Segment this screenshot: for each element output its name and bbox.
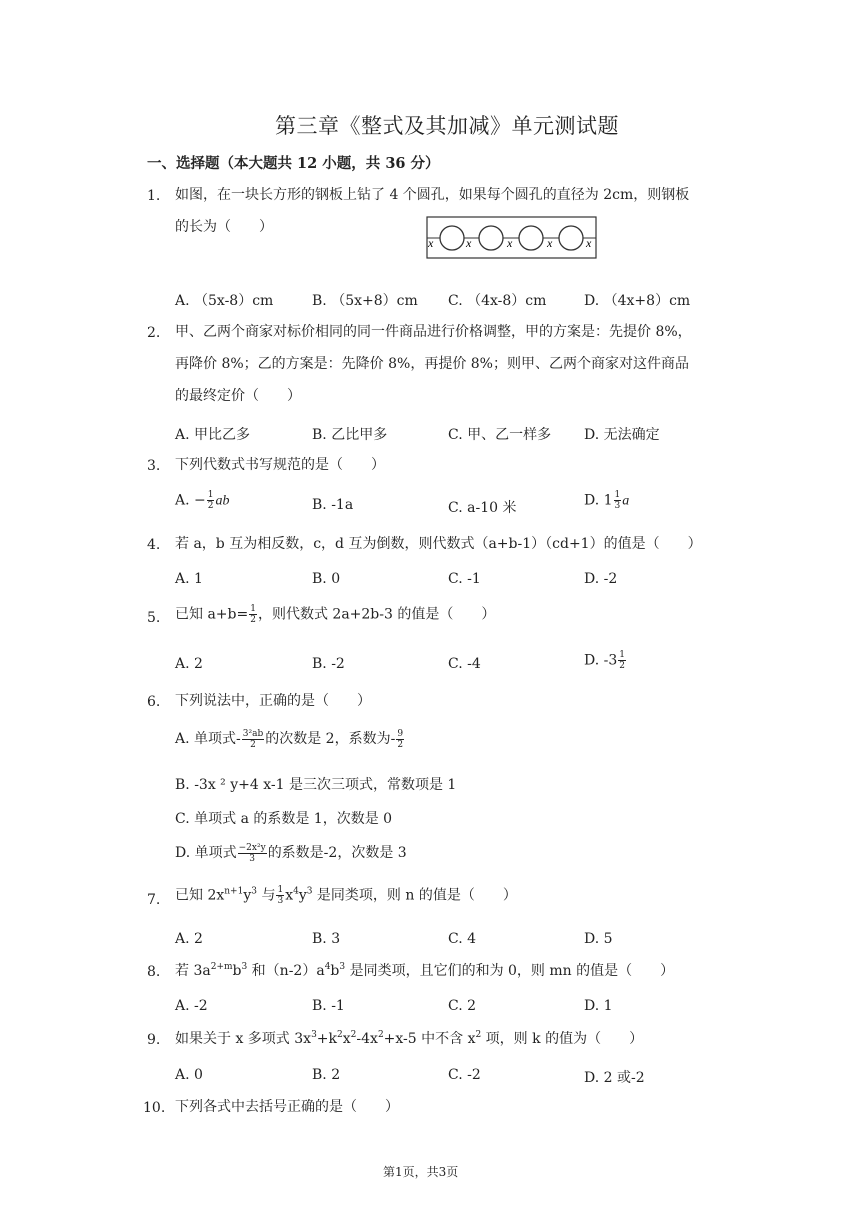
q4-option-c: C. -1 — [448, 571, 481, 587]
q8-sup1: 2+m — [210, 962, 233, 972]
q3-a-fraction — [207, 490, 215, 511]
q2-option-b: B. 乙比甲多 — [312, 427, 388, 443]
q3-d-frac-num: 1 — [614, 490, 621, 500]
q6-a-coef-fraction — [396, 729, 404, 750]
gap-label-5: x — [586, 236, 592, 250]
q8-sup3: 4 — [324, 962, 331, 972]
q6-a-coef-den: 2 — [397, 739, 404, 750]
q9-option-a: A. 0 — [175, 1067, 203, 1083]
q3-d-frac-den: 3 — [614, 501, 621, 511]
q8-sup2: 3 — [241, 962, 248, 972]
q6-a-fraction — [242, 729, 264, 750]
question-6-text: 下列说法中，正确的是（ ） — [175, 693, 371, 709]
q7-option-d: D. 5 — [584, 931, 613, 947]
question-10-number: 10. — [143, 1100, 166, 1116]
q3-option-d — [584, 490, 629, 511]
q7-fraction — [276, 885, 284, 906]
q9-s4: 2 — [377, 1030, 384, 1040]
q6-d-post: 的系数是-2，次数是 3 — [267, 845, 407, 861]
q6-option-a — [175, 728, 405, 750]
question-6-number: 6. — [147, 694, 161, 710]
question-2-text-line3: 的最终定价（ ） — [175, 388, 301, 404]
q2-option-c: C. 甲、乙一样多 — [448, 427, 552, 443]
hole-circle-2 — [479, 226, 503, 250]
q5-frac-den: 2 — [250, 615, 256, 625]
question-1-text-line1: 如图，在一块长方形的钢板上钻了 4 个圆孔，如果每个圆孔的直径为 2cm，则钢板 — [175, 187, 690, 203]
q7-mid2: 与 — [257, 887, 276, 904]
q7-sup2: 3 — [251, 886, 257, 897]
question-2-number: 2. — [147, 325, 161, 341]
q9-s2: 2 — [337, 1030, 343, 1040]
q6-d-pre: D. 单项式 — [175, 845, 237, 861]
q5-d-prefix: D. -3 — [584, 652, 618, 669]
q8-option-a: A. -2 — [175, 998, 208, 1014]
q7-frac-den: 3 — [277, 896, 284, 906]
q5-d-fraction — [618, 650, 626, 671]
question-7-text — [175, 885, 517, 906]
q1-option-b: B. （5x+8）cm — [312, 293, 418, 309]
q8-mid3: b — [330, 963, 340, 979]
q7-sup4: 3 — [306, 886, 313, 897]
q9-s1: 3 — [311, 1030, 317, 1040]
q6-d-frac-den: 3 — [249, 853, 256, 864]
q6-option-b: B. -3x ² y+4 x-1 是三次三项式，常数项是 1 — [175, 777, 457, 793]
question-7-number: 7. — [147, 892, 161, 908]
q1-option-a: A. （5x-8）cm — [175, 293, 274, 309]
q7-frac-num: 1 — [277, 885, 284, 895]
q6-a-coef-num: 9 — [397, 728, 404, 739]
q5-option-a: A. 2 — [175, 656, 203, 672]
q5-d-frac-num: 1 — [619, 650, 625, 660]
q4-option-d: D. -2 — [584, 571, 618, 587]
q9-pre: 如果关于 x 多项式 3x — [175, 1031, 312, 1047]
q6-d-frac-num: −2x²y — [238, 842, 266, 853]
q8-option-b: B. -1 — [312, 998, 345, 1014]
question-5-text — [175, 604, 495, 625]
q8-mid2: 和（n-2）a — [247, 963, 325, 979]
question-5-number: 5. — [147, 610, 161, 626]
question-1-number: 1. — [147, 188, 161, 204]
q9-s3: 2 — [350, 1030, 357, 1040]
q1-option-c: C. （4x-8）cm — [448, 293, 547, 309]
q5-pre: 已知 a+b= — [175, 606, 249, 623]
question-2-text-line1: 甲、乙两个商家对标价相同的同一件商品进行价格调整，甲的方案是：先提价 8%， — [175, 324, 692, 340]
question-3-text: 下列代数式书写规范的是（ ） — [175, 457, 385, 473]
gap-label-3: x — [507, 236, 513, 250]
q3-a-prefix: A. − — [175, 492, 206, 509]
q2-option-a: A. 甲比乙多 — [175, 427, 251, 443]
q9-m2: x — [342, 1031, 351, 1047]
question-2-text-line2: 再降价 8%；乙的方案是：先降价 8%，再提价 8%；则甲、乙两个商家对这件商品 — [175, 356, 689, 372]
question-9-text — [175, 1032, 643, 1046]
q6-option-c: C. 单项式 a 的系数是 1，次数是 0 — [175, 811, 393, 827]
q8-mid1: b — [232, 963, 242, 979]
gap-label-2: x — [466, 236, 472, 250]
question-1-text-line2: 的长为（ ） — [175, 219, 273, 235]
q7-post: 是同类项，则 n 的值是（ ） — [312, 887, 517, 904]
q3-d-tail: a — [622, 493, 630, 509]
question-3-number: 3. — [147, 458, 161, 474]
gap-label-4: x — [547, 236, 553, 250]
q6-a-frac-num: 3²ab — [242, 728, 264, 739]
q7-option-a: A. 2 — [175, 931, 203, 947]
q9-s5: 2 — [475, 1030, 482, 1040]
q7-option-b: B. 3 — [312, 931, 341, 947]
q6-a-mid: 的次数是 2，系数为- — [265, 731, 396, 747]
q5-option-b: B. -2 — [312, 656, 345, 672]
q9-post: 项，则 k 的值为（ ） — [481, 1031, 644, 1047]
q3-option-a — [175, 490, 229, 511]
q9-option-b: B. 2 — [312, 1067, 341, 1083]
q3-a-tail: ab — [215, 493, 230, 509]
q7-mid4: y — [298, 887, 307, 904]
q3-d-fraction — [614, 490, 622, 511]
q3-option-b: B. -1a — [312, 497, 354, 513]
q7-option-c: C. 4 — [448, 931, 477, 947]
section-heading: 一、选择题（本大题共 12 小题，共 36 分） — [147, 155, 440, 172]
q3-d-prefix: D. 1 — [584, 492, 613, 509]
q5-option-d — [584, 650, 627, 671]
q3-a-frac-den: 2 — [207, 501, 214, 511]
q8-option-c: C. 2 — [448, 998, 477, 1014]
q8-pre: 若 3a — [175, 963, 211, 979]
q9-m3: -4x — [356, 1031, 378, 1047]
q6-a-frac-den: 2 — [250, 739, 256, 750]
q6-option-d — [175, 842, 407, 864]
q7-mid1: y — [243, 887, 252, 904]
q8-sup4: 3 — [339, 962, 346, 972]
steel-plate-diagram — [426, 216, 598, 260]
q7-sup1: n+1 — [224, 886, 244, 897]
hole-circle-3 — [519, 226, 543, 250]
gap-label-1: x — [428, 236, 434, 250]
hole-circle-1 — [440, 226, 464, 250]
q5-d-frac-den: 2 — [619, 661, 625, 671]
q7-mid3: x — [285, 887, 294, 904]
q9-option-c: C. -2 — [448, 1067, 481, 1083]
question-4-number: 4. — [147, 537, 161, 553]
q6-a-pre: A. 单项式- — [175, 731, 241, 747]
q6-d-fraction — [238, 843, 267, 864]
q5-option-c: C. -4 — [448, 656, 481, 672]
q5-frac-num: 1 — [250, 604, 256, 614]
hole-circle-4 — [559, 226, 583, 250]
q5-post: ，则代数式 2a+2b-3 的值是（ ） — [257, 606, 496, 623]
page-footer: 第1页，共3页 — [383, 1165, 459, 1179]
question-8-number: 8. — [147, 964, 161, 980]
q9-m4: +x-5 中不含 x — [383, 1031, 476, 1047]
q3-a-frac-num: 1 — [207, 490, 214, 500]
question-10-text: 下列各式中去括号正确的是（ ） — [175, 1099, 399, 1115]
q7-pre: 已知 2x — [175, 887, 225, 904]
q8-option-d: D. 1 — [584, 998, 613, 1014]
page-title: 第三章《整式及其加减》单元测试题 — [275, 114, 619, 138]
question-4-text: 若 a，b 互为相反数，c，d 互为倒数，则代数式（a+b-1）（cd+1）的值是（ ） — [175, 536, 702, 552]
q3-option-c: C. a-10 米 — [448, 500, 517, 516]
q2-option-d: D. 无法确定 — [584, 427, 660, 443]
q7-sup3: 4 — [293, 886, 299, 897]
question-8-text — [175, 964, 674, 978]
q1-option-d: D. （4x+8）cm — [584, 293, 691, 309]
question-9-number: 9. — [147, 1032, 161, 1048]
q9-m1: +k — [316, 1031, 338, 1047]
q9-option-d: D. 2 或-2 — [584, 1070, 645, 1086]
q5-fraction — [249, 604, 257, 625]
q8-post: 是同类项，且它们的和为 0，则 mn 的值是（ ） — [345, 963, 675, 979]
q4-option-a: A. 1 — [175, 571, 203, 587]
q4-option-b: B. 0 — [312, 571, 341, 587]
